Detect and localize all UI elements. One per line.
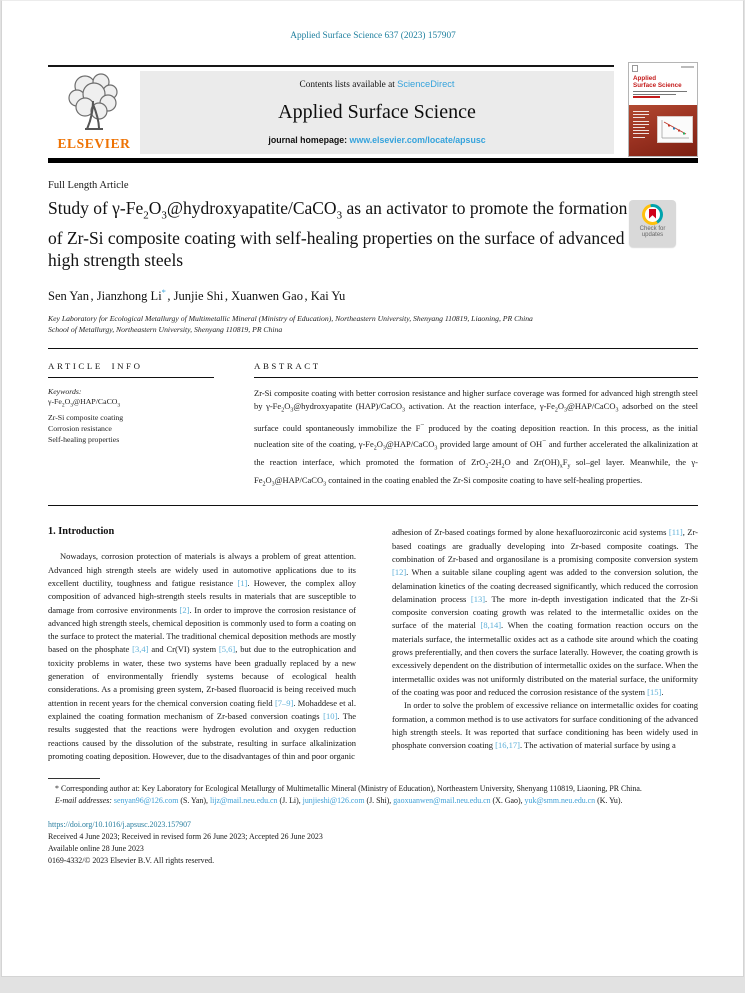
email-link[interactable]: yuk@smm.neu.edu.cn [524, 795, 596, 805]
check-for-updates-button[interactable] [629, 200, 676, 247]
journal-title: Applied Surface Science [278, 101, 476, 123]
cover-lower-panel [629, 105, 697, 156]
email-owner: (X. Gao), [490, 795, 525, 805]
contents-line: Contents lists available at ScienceDirect [299, 79, 455, 90]
sciencedirect-link[interactable]: ScienceDirect [397, 79, 455, 89]
article-title: Study of $\gamma-Fe_2O_3@hydroxyapatite/CaCO_3$ as an activator to promote the formation of Zr-Si composite coating with self-healing properties on the surface of advanced high strength steels [48, 197, 628, 270]
article-info-heading: ARTICLE INFO [48, 360, 143, 371]
header-top-rule [48, 65, 614, 67]
keywords-label: Keywords: [48, 386, 82, 396]
issn-copyright: 0169-4332/© 2023 Elsevier B.V. All rights reserved. [48, 855, 215, 865]
email-owner: (K. Yu). [595, 795, 623, 805]
cover-issue-line [681, 66, 694, 68]
email-owner: (S. Yan), [178, 795, 210, 805]
elsevier-logo[interactable] [48, 71, 140, 154]
body-column-right [392, 526, 698, 763]
keywords-list [48, 396, 224, 446]
abstract-bottom-rule [48, 505, 698, 506]
affiliation-list [48, 313, 698, 336]
citation-ref[interactable]: [5,6] [218, 644, 236, 655]
keyword: Zr-Si composite coating [48, 412, 124, 422]
citation-ref[interactable]: [7–9] [274, 697, 294, 708]
author-name[interactable]: Jianzhong Li [96, 288, 162, 303]
cover-logo-mark [632, 65, 638, 72]
citation-ref[interactable]: [16,17] [495, 740, 520, 751]
keyword: Corrosion resistance [48, 423, 112, 433]
citation-ref[interactable]: [11] [668, 527, 683, 538]
abstract-text: Zr-Si composite coating with better corrosion resistance and higher surface coverage was formed for advanced high strength steel by $\gamma-Fe_2O_3@hydroxyapatite$ (HAP)/CaCO$_3$ activation. At the reaction interface, $\gamma-Fe_2O_3@HAP/CaCO_3$ adsorbed on the steel surface could spontaneously immobilize the F− produced by the coating deposition reaction. In this process, as the initial nucleation site of the coating, $\gamma-Fe_2O_3@HAP/CaCO_3$ provided large amount of OH− and further accelerated the alkalinization at the reaction interface, which promoted the formation of $ZrO_2-2H_2O$ and $Zr(OH)_xF_y$ sol–gel layer. Meanwhile, the $\gamma-Fe_2O_3@HAP/CaCO_3$ contained in the coating enabled the Zr-Si composite coating to have self-healing properties. [254, 387, 699, 488]
email-owner: (J. Shi), [364, 795, 394, 805]
received-dates: Received 4 June 2023; Received in revised form 26 June 2023; Accepted 26 June 2023 [48, 832, 323, 842]
citation-ref[interactable]: [1] [237, 577, 248, 588]
abstract-heading: ABSTRACT [254, 360, 321, 371]
footnote-asterisk: * [55, 784, 59, 794]
headline-divider [48, 348, 698, 349]
author-name[interactable]: Kai Yu [310, 288, 346, 303]
article-first-page [1, 0, 744, 977]
publication-info [48, 819, 698, 866]
article-info-section [48, 361, 224, 493]
citation-ref[interactable]: [10] [323, 710, 338, 721]
journal-header [48, 65, 698, 163]
affiliation: Key Laboratory for Ecological Metallurgy of Multimetallic Mineral (Ministry of Education), Northeastern University, Shenyang 110819, Liaoning, PR China [48, 313, 533, 323]
email-list [114, 796, 623, 805]
email-label: E-mail addresses: [55, 795, 112, 805]
email-addresses-line [48, 795, 698, 807]
header-thick-rule [48, 158, 698, 163]
journal-citation-link[interactable]: Applied Surface Science 637 (2023) 157907 [290, 31, 456, 41]
footnote-block [48, 778, 698, 806]
doi-link[interactable]: https://doi.org/10.1016/j.apsusc.2023.157907 [48, 820, 191, 830]
keyword: $\gamma-Fe_2O_3@HAP/CaCO_3$ [48, 396, 121, 409]
email-link[interactable]: junjieshi@126.com [302, 795, 365, 805]
citation-ref[interactable]: [13] [470, 593, 486, 604]
author-list: Sen Yan , Jianzhong Li* , Junjie Shi , Xuanwen Gao , Kai Yu [48, 286, 346, 303]
author-name[interactable]: Xuanwen Gao [231, 288, 303, 303]
cover-journal-title: Applied Surface Science [633, 75, 682, 89]
journal-banner [140, 71, 614, 154]
footnote-divider [48, 778, 100, 779]
corresponding-author-mark[interactable]: * [161, 286, 166, 297]
cover-subtitle-lines [633, 91, 693, 98]
body-paragraph: adhesion of Zr-based coatings formed by alone hexafluorozirconic acid systems [11], Zr-based coatings are gradually developing into Zr-based composite coatings. The combination of Zr-based and organosilane is a promising composite conversion system [12]. When a suitable silane coupling agent was added to the conversion solution, the delamination kinetics of the coating decreased significantly, which reduced the corrosion delamination process [13]. The more in-depth investigation indicated that the Zr-Si composite conversion coating growth was related to the intermetallic oxides on the surface of the material [8,14]. When the coating formation reaction occurs on the materials surface, the intermetallic oxides act as a cathode site around which the coating grows preferentially, and then covers the surface laterally. However, the coating growth is excessively dependent on the distribution of intermetallic oxides on the surface. When the intermetallic oxides was not uniformly distributed on the material surface, the uniformity of the coating was poor and reduced the corrosion resistance of the system [15]. [392, 527, 698, 697]
crossmark-icon [642, 204, 663, 225]
email-link[interactable]: senyan96@126.com [113, 795, 179, 805]
article-type-label: Full Length Article [48, 179, 129, 191]
cover-chart-thumbnail [657, 116, 693, 143]
elsevier-wordmark: ELSEVIER [57, 136, 131, 151]
citation-ref[interactable]: [15] [647, 686, 662, 697]
citation-ref[interactable]: [3,4] [132, 644, 149, 655]
check-updates-label: Check for updates [639, 225, 666, 238]
keyword: Self-healing properties [48, 435, 120, 445]
body-paragraph: Nowadays, corrosion protection of materials is always a problem of great attention. Advanced high strength steels are widely used in automotive applications due to its excellent ductility, toughness and fatigue resistance [1]. However, the complex alloy composition of advanced high-strength steels results in materials that are susceptible to damage from corrosive environments [2]. In order to improve the corrosion resistance of advanced high strength steels, chemical deposition is commonly used to form a coating on the surface to protect the material. The traditional chemical deposition methods are mostly based on the phosphate [3,4] and Cr(VI) system [5,6], but due to the eutrophication and toxicity problems in water, these two systems have been gradually replaced by a new generation of environmentally friendly systems because of ecological health considerations. As a promising green system, Zr-based fluoroacid is being received much attention in recent years for the chemical conversion coating field [7–9]. Mohaddese et al. explained the coating formation mechanism of Zr-based conversion coatings [10]. The results suggested that the reactions were hydrogen evolution and oxygen reduction reactions caused by the dissolution of the substrate, resulting in surface alkalinization promoting coating deposition. However, due to the disadvantages of thin and poor organic [48, 551, 357, 761]
email-link[interactable]: lijz@mail.neu.edu.cn [209, 795, 278, 805]
email-owner: (J. Li), [277, 795, 303, 805]
author-name[interactable]: Sen Yan [48, 288, 89, 303]
citation-ref[interactable]: [2] [179, 604, 190, 615]
body-column-left [48, 526, 356, 763]
citation-ref[interactable]: [12] [392, 567, 407, 578]
citation-ref[interactable]: [8,14] [480, 620, 502, 631]
journal-cover-thumbnail[interactable] [628, 62, 698, 157]
homepage-line: journal homepage: www.elsevier.com/locate/apsusc [268, 135, 486, 145]
available-online: Available online 28 June 2023 [48, 843, 144, 853]
abstract-section [254, 361, 698, 493]
affiliation: School of Metallurgy, Northeastern University, Shenyang 110819, PR China [48, 325, 283, 335]
body-paragraph: In order to solve the problem of excessive reliance on intermetallic oxides for coating formation, a common method is to use activators for surface conditioning of the advanced high strength steels. It was reported that surface conditioning has been widely used in phosphate conversion coating [16,17]. The activation of material surface by using a [392, 700, 698, 751]
journal-homepage-link[interactable]: www.elsevier.com/locate/apsusc [349, 135, 486, 145]
cover-toc-lines [633, 111, 649, 138]
email-link[interactable]: gaoxuanwen@mail.neu.edu.cn [393, 795, 491, 805]
corresponding-author-note: * Corresponding author at: Key Laboratory for Ecological Metallurgy of Multimetallic Mineral (Ministry of Education), Northeastern University, Shenyang 110819, Liaoning, PR China. [55, 784, 642, 794]
elsevier-tree-icon [64, 71, 124, 135]
section-heading-introduction: 1. Introduction [48, 526, 115, 538]
author-name[interactable]: Junjie Shi [173, 288, 224, 303]
